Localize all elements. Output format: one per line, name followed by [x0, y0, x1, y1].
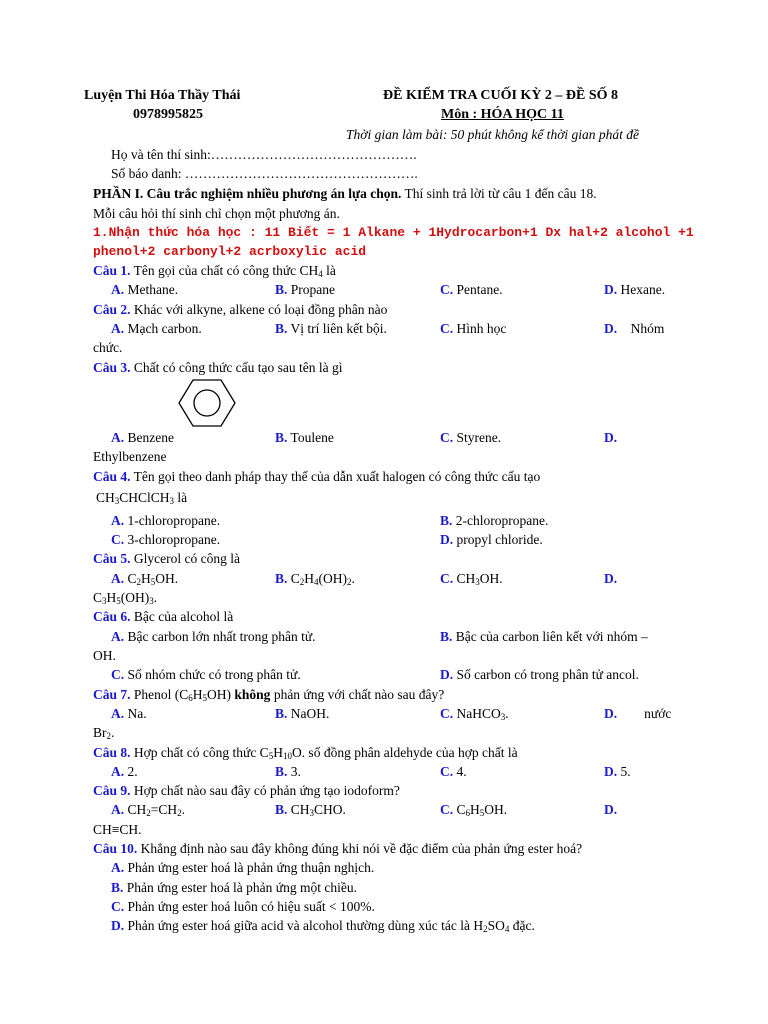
q4-option-d[interactable]: D. propyl chloride. — [440, 532, 543, 547]
q3-option-d-cont: Ethylbenzene — [93, 449, 167, 464]
q7-option-b[interactable]: B. NaOH. — [275, 706, 330, 721]
q8-option-a[interactable]: A. 2. — [111, 764, 138, 779]
subject-title: Môn : HÓA HỌC 11 — [441, 107, 564, 122]
q5-option-c[interactable]: C. $CH_3OH$. — [440, 571, 503, 587]
question-7: Câu 7. Phenol $(C_6H_5OH)$ không phản ứng với chất nào sau đây? — [93, 687, 445, 703]
question-9: Câu 9. Hợp chất nào sau đây có phản ứng tạo iodoform? — [93, 783, 400, 798]
candidate-name-line: Họ và tên thí sinh:………………………………………. — [111, 147, 417, 162]
q9-option-a[interactable]: A. $CH_2=CH_2$. — [111, 802, 186, 818]
question-3: Câu 3. Chất có công thức cấu tạo sau tên là gì — [93, 360, 343, 375]
q6-option-d[interactable]: D. Số carbon có trong phân tử ancol. — [440, 667, 639, 682]
q6-option-a[interactable]: A. Bậc carbon lớn nhất trong phân tử. — [111, 629, 316, 644]
candidate-number-line: Số báo danh: ……………………………………………. — [111, 166, 418, 181]
benzene-ring-icon — [178, 378, 236, 428]
q5-option-b[interactable]: B. $C_2H_4(OH)_2$. — [275, 571, 355, 587]
q7-option-c[interactable]: C. NaHCO$_3$. — [440, 706, 509, 722]
question-5: Câu 5. Glycerol có công là — [93, 551, 240, 566]
q8-option-d[interactable]: D. 5. — [604, 764, 631, 779]
q4-option-a[interactable]: A. 1-chloropropane. — [111, 513, 221, 528]
q6-option-b[interactable]: B. Bậc của carbon liên kết với nhóm – — [440, 629, 648, 644]
q2-option-b[interactable]: B. Vị trí liên kết bội. — [275, 321, 387, 336]
q1-option-c[interactable]: C. Pentane. — [440, 282, 503, 297]
question-8: Câu 8. Hợp chất có công thức $C_5H_{10}O$. số đồng phân aldehyde của hợp chất là — [93, 745, 518, 761]
exam-title: ĐỀ KIỂM TRA CUỐI KỲ 2 – ĐỀ SỐ 8 — [383, 88, 619, 103]
q10-option-a[interactable]: A. Phản ứng ester hoá là phản ứng thuận nghịch. — [111, 860, 375, 875]
q5-option-d[interactable]: D. — [604, 571, 618, 586]
q7-option-d[interactable]: D. nước — [604, 706, 672, 721]
q10-option-c[interactable]: C. Phản ứng ester hoá luôn có hiệu suất < 100%. — [111, 899, 375, 914]
q10-option-d[interactable]: D. Phản ứng ester hoá giữa acid và alcohol thường dùng xúc tác là $H_2SO_4$ đặc. — [111, 918, 535, 934]
q1-option-a[interactable]: A. Methane. — [111, 282, 179, 297]
q6-option-b-cont: OH. — [93, 648, 116, 663]
question-1: Câu 1. Tên gọi của chất có công thức $CH_4$ là — [93, 263, 336, 279]
phone-number: 0978995825 — [133, 107, 203, 122]
part1-heading: PHẦN I. Câu trắc nghiệm nhiều phương án lựa chọn. Thí sinh trả lời từ câu 1 đến câu 18. — [93, 186, 597, 201]
q5-option-a[interactable]: A. $C_2H_5OH$. — [111, 571, 179, 587]
q4-option-b[interactable]: B. 2-chloropropane. — [440, 513, 549, 528]
question-6: Câu 6. Bậc của alcohol là — [93, 609, 234, 624]
q5-option-d-cont: $C_3H_5(OH)_3$. — [93, 590, 158, 606]
q4-option-c[interactable]: C. 3-chloropropane. — [111, 532, 221, 547]
question-2: Câu 2. Khác với alkyne, alkene có loại đồng phân nào — [93, 302, 388, 317]
q3-option-d[interactable]: D. — [604, 430, 618, 445]
q9-option-b[interactable]: B. $CH_3CHO$. — [275, 802, 346, 818]
q4-formula: $CH_3CHClCH_3$ là — [96, 490, 188, 506]
q1-option-d[interactable]: D. Hexane. — [604, 282, 666, 297]
red-note-line1: 1.Nhận thức hóa học : 11 Biết = 1 Alkane + 1Hydrocarbon+1 Dx hal+2 alcohol +1 — [93, 225, 694, 240]
q3-option-a[interactable]: A. Benzene — [111, 430, 174, 445]
part1-instruction: Mỗi câu hỏi thí sinh chỉ chọn một phương án. — [93, 206, 340, 221]
q2-option-d[interactable]: D. Nhóm — [604, 321, 665, 336]
school-name: Luyện Thi Hóa Thầy Thái — [84, 88, 241, 103]
q6-option-c[interactable]: C. Số nhóm chức có trong phân tử. — [111, 667, 301, 682]
q2-option-a[interactable]: A. Mạch carbon. — [111, 321, 202, 336]
q10-option-b[interactable]: B. Phản ứng ester hoá là phản ứng một chiều. — [111, 880, 357, 895]
q7-option-d-cont: $Br_2$. — [93, 725, 115, 741]
question-4: Câu 4. Tên gọi theo danh pháp thay thế của dẫn xuất halogen có công thức cấu tạo — [93, 469, 541, 484]
time-note: Thời gian làm bài: 50 phút không kể thời gian phát đề — [346, 127, 640, 142]
q3-option-b[interactable]: B. Toulene — [275, 430, 334, 445]
q7-option-a[interactable]: A. Na. — [111, 706, 147, 721]
q3-option-c[interactable]: C. Styrene. — [440, 430, 502, 445]
q8-option-b[interactable]: B. 3. — [275, 764, 301, 779]
q2-option-d-cont: chức. — [93, 340, 123, 355]
q9-option-d[interactable]: D. — [604, 802, 618, 817]
question-10: Câu 10. Khẳng định nào sau đây không đúng khi nói về đặc điểm của phản ứng ester hoá? — [93, 841, 583, 856]
red-note-line2: phenol+2 carbonyl+2 acrboxylic acid — [93, 244, 367, 259]
q2-option-c[interactable]: C. Hình học — [440, 321, 507, 336]
q9-option-c[interactable]: C. $C_6H_5OH$. — [440, 802, 508, 818]
q8-option-c[interactable]: C. 4. — [440, 764, 467, 779]
q1-option-b[interactable]: B. Propane — [275, 282, 336, 297]
q9-option-d-cont: CH≡CH. — [93, 822, 142, 837]
